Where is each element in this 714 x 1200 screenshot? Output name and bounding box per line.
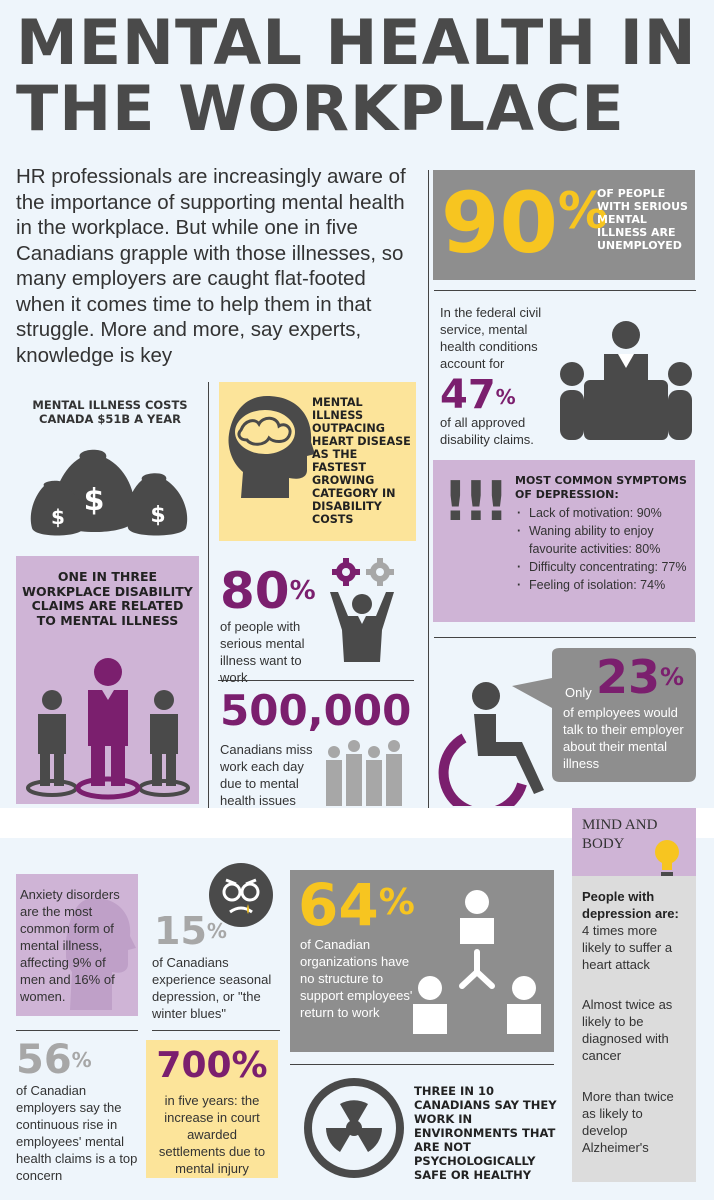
stat-90-box [433,170,695,280]
stat-56-number: 56% [16,1037,92,1083]
money-bags-icon [30,440,190,540]
mind-body-header [572,808,696,876]
org-structure-icon [400,888,554,1048]
list-item: · Waning ability to enjoy favourite activities: 80% [515,522,691,558]
stat-23-pretext: Only [565,685,592,700]
stat-90-text: OF PEOPLE WITH SERIOUS MENTAL ILLNESS ARE UNEMPLOYED [597,187,688,252]
mind-body-box [572,876,696,1182]
symptoms-heading: MOST COMMON SYMPTOMS OF DEPRESSION: [515,474,687,501]
costs-text: MENTAL ILLNESS COSTS CANADA $51B A YEAR [32,398,188,426]
anxiety-text: Anxiety disorders are the most common form of mental illness, affecting 9% of men and 16% of women. [20,887,120,1004]
mind-body-item: More than twice as likely to develop Alzheimer's [582,1089,674,1155]
divider-90 [434,290,696,291]
bag-symbol: $ [51,505,65,529]
radiation-icon [302,1076,406,1180]
mind-body-item: Almost twice as likely to be diagnosed with cancer [582,997,673,1063]
brain-head-icon [227,392,315,502]
list-item: · Difficulty concentrating: 77% [515,558,691,576]
outpacing-box [219,382,416,541]
stat-90-number: 90% [441,174,609,272]
right-column-divider [428,170,429,808]
stat-700-text: in five years: the increase in court awarded settlements due to mental injury [158,1093,266,1176]
mind-body-heading: MIND AND BODY [582,817,658,852]
three-in-10-text: THREE IN 10 CANADIANS SAY THEY WORK IN ENVIRONMENTS THAT ARE NOT PSYCHOLOGICALLY SAFE OR HEALTHY [414,1084,557,1182]
mind-body-lead: People with depression are: [582,889,679,921]
left-column-divider [208,382,209,808]
title-line-1: MENTAL HEALTH IN [16,6,697,79]
intro-paragraph: HR professionals are increasingly aware of the importance of supporting mental health in the workplace. But while one in five Canadians grapple with those illnesses, so many employers are caught flat-footed when it comes time to help them in that struggle. More and more, say experts, knowledge is key [16,165,406,367]
stat-80-text: of people with serious mental illness want to work [220,619,305,685]
stat-47-number: 47% [440,372,516,418]
list-item: · Feeling of isolation: 74% [515,576,691,594]
stat-64-box [290,870,554,1052]
one-in-three-box [16,556,199,804]
stat-23-text: of employees would talk to their employer about their mental illness [563,705,684,771]
stat-500k-number: 500,000 [220,686,412,735]
stat-56-text: of Canadian employers say the continuous rise in employees' mental health claims is a top concern [16,1083,138,1183]
one-in-three-text: ONE IN THREE WORKPLACE DISABILITY CLAIMS ARE RELATED TO MENTAL ILLNESS [22,569,193,628]
gears-worker-icon [324,556,400,664]
title-line-2: THE WORKPLACE [16,72,625,145]
stat-64-text: of Canadian organizations have no structure to support employees' return to work [300,937,413,1020]
stat-80-number: 80% [220,562,316,620]
mind-body-item: 4 times more likely to suffer a heart attack [582,923,673,972]
page-title [16,6,706,145]
crowd-icon [322,738,408,808]
stat-500k-text: Canadians miss work each day due to mental health issues [220,742,313,808]
stat-700-number: 700% [156,1045,268,1086]
wheelchair-icon [434,680,554,806]
divider-64 [290,1064,554,1065]
divider-anxiety [16,1030,138,1031]
stat-15-text: of Canadians experience seasonal depression, or "the winter blues" [152,955,272,1021]
list-item: · Lack of motivation: 90% [515,504,691,522]
bag-symbol: $ [83,483,105,518]
stat-15-number: 15% [154,909,227,953]
stat-47-posttext: of all approved disability claims. [440,415,534,447]
bag-symbol: $ [150,503,166,528]
divider-symptoms [434,637,696,638]
stat-700-box [146,1040,278,1178]
anxiety-box [16,874,138,1016]
stat-23-number: 23% [596,650,685,704]
three-workers-icon [22,656,194,802]
outpacing-text: MENTAL ILLNESS OUTPACING HEART DISEASE AS THE FASTEST GROWING CATEGORY IN DISABILITY COSTS [312,396,411,526]
stat-47-pretext: In the federal civil service, mental health conditions account for [440,305,542,371]
exclamation-icon: !!! [443,470,505,533]
divider-15 [152,1030,280,1031]
meeting-table-icon [556,318,696,444]
symptoms-list [515,504,691,594]
stat-64-number: 64% [298,871,415,939]
symptoms-box [433,460,695,622]
